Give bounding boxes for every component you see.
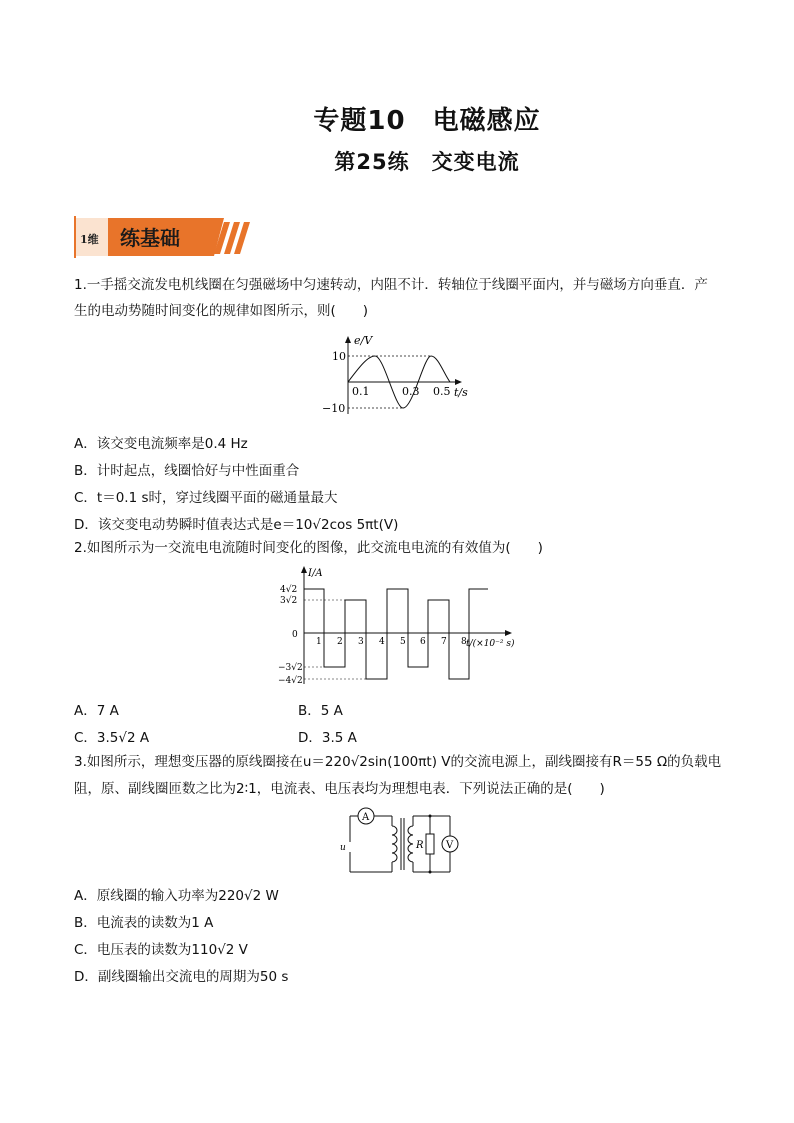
q2-y-n3r2: −3√2 xyxy=(278,663,303,673)
q1-xlabel: t/s xyxy=(454,386,468,399)
section-badge: 1维 xyxy=(80,233,99,246)
q2-stem: 2.如图所示为一交流电电流随时间变化的图像，此交流电电流的有效值为( ) xyxy=(74,540,543,556)
q3-stem-line2: 阻，原、副线圈匝数之比为2∶1，电流表、电压表均为理想电表．下列说法正确的是( ) xyxy=(74,781,605,797)
q3-option-c[interactable]: C．电压表的读数为110√2 V xyxy=(74,942,248,958)
q3-resistor-label: R xyxy=(416,840,424,851)
q3-option-d[interactable]: D．副线圈输出交流电的周期为50 s xyxy=(74,969,289,985)
section-banner xyxy=(74,214,264,260)
q2-xlabel: t/(×10⁻² s) xyxy=(466,639,515,649)
q2-y-3r2: 3√2 xyxy=(280,596,298,606)
q2-ylabel: I/A xyxy=(308,568,323,579)
q3-transformer-circuit xyxy=(330,806,470,878)
q2-option-b[interactable]: B．5 A xyxy=(298,703,343,719)
q2-option-d[interactable]: D．3.5 A xyxy=(298,730,357,746)
q2-x-4: 4 xyxy=(379,637,385,647)
q2-x-8: 8 xyxy=(461,637,467,647)
q2-y-4r2: 4√2 xyxy=(280,585,298,595)
q1-tick-0.5: 0.5 xyxy=(433,385,451,398)
q1-tick-0.1: 0.1 xyxy=(352,385,370,398)
q2-y-0: 0 xyxy=(292,630,298,640)
q1-stem-line2: 生的电动势随时间变化的规律如图所示，则( ) xyxy=(74,303,369,319)
q3-option-b[interactable]: B．电流表的读数为1 A xyxy=(74,915,214,931)
q1-emf-graph xyxy=(320,332,475,422)
q3-source-label: u xyxy=(340,843,346,853)
q3-ammeter-label: A xyxy=(362,812,370,823)
page-subtitle: 第25练 交变电流 xyxy=(334,150,520,174)
q2-x-7: 7 xyxy=(441,637,447,647)
q2-current-graph xyxy=(276,562,526,688)
q1-y-bottom: −10 xyxy=(322,402,346,415)
q2-x-1: 1 xyxy=(316,637,322,647)
q3-stem-line1: 3.如图所示，理想变压器的原线圈接在u＝220√2sin(100πt) V的交流电源上，副线圈接有R＝55 Ω的负载电 xyxy=(74,754,722,770)
q1-option-d[interactable]: D．该交变电动势瞬时值表达式是e＝10√2cos 5πt(V) xyxy=(74,517,399,533)
q1-option-b[interactable]: B．计时起点，线圈恰好与中性面重合 xyxy=(74,463,300,479)
q3-voltmeter-label: V xyxy=(446,840,454,851)
q3-option-a[interactable]: A．原线圈的输入功率为220√2 W xyxy=(74,888,279,904)
section-label: 练基础 xyxy=(120,226,180,250)
q1-option-a[interactable]: A．该交变电流频率是0.4 Hz xyxy=(74,436,248,452)
q2-x-5: 5 xyxy=(400,637,406,647)
q2-y-n4r2: −4√2 xyxy=(278,676,303,686)
q1-option-c[interactable]: C．t＝0.1 s时，穿过线圈平面的磁通量最大 xyxy=(74,490,338,506)
q1-y-top: 10 xyxy=(332,350,346,363)
q2-option-c[interactable]: C．3.5√2 A xyxy=(74,730,150,746)
q1-stem-line1: 1.一手摇交流发电机线圈在匀强磁场中匀速转动，内阻不计．转轴位于线圈平面内，并与磁场方向垂直．产 xyxy=(74,277,708,293)
q2-x-3: 3 xyxy=(358,637,364,647)
q1-ylabel: e/V xyxy=(354,334,373,347)
q2-x-2: 2 xyxy=(337,637,343,647)
q1-tick-0.3: 0.3 xyxy=(402,385,420,398)
q2-option-a[interactable]: A．7 A xyxy=(74,703,119,719)
page-title: 专题10 电磁感应 xyxy=(313,106,541,136)
q2-x-6: 6 xyxy=(420,637,426,647)
